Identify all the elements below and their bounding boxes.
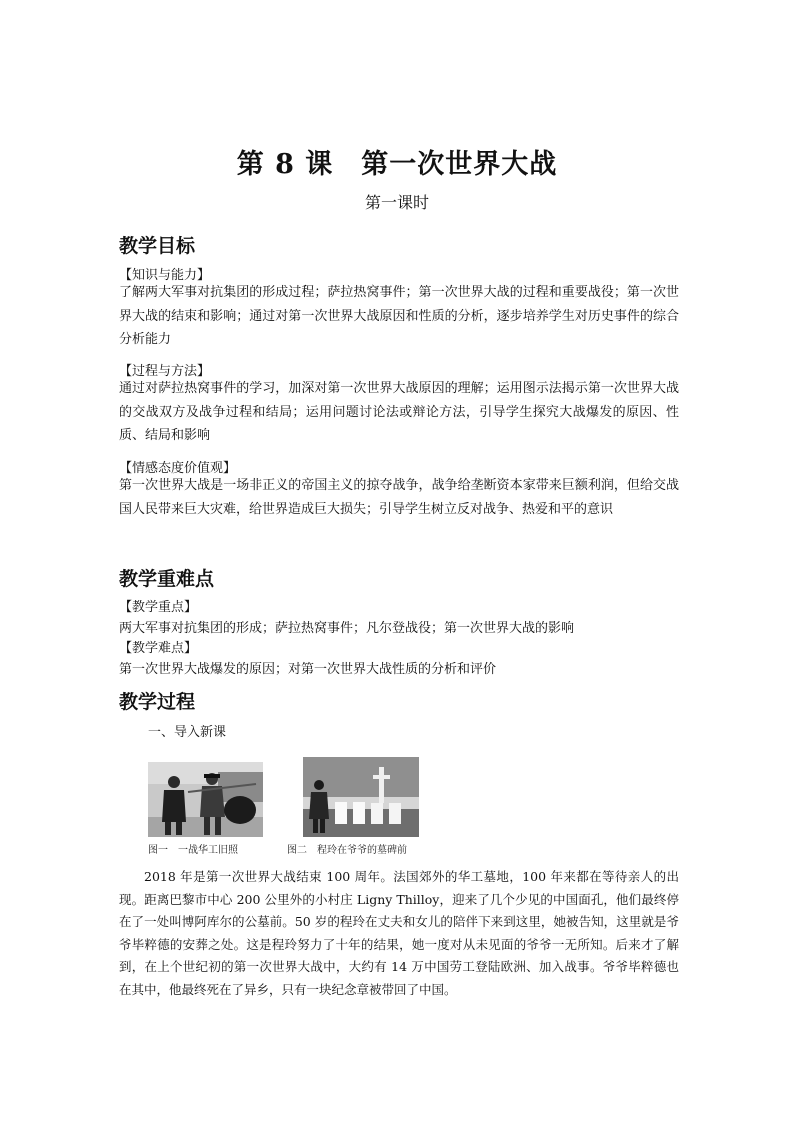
tombstone-photo-drawing bbox=[303, 757, 419, 837]
lesson-subtitle: 第一课时 bbox=[364, 193, 429, 212]
focus-text: 两大军事对抗集团的形成；萨拉热窝事件；凡尔登战役；第一次世界大战的影响 bbox=[119, 621, 575, 636]
emotion-text: 第一次世界大战是一场非正义的帝国主义的掠夺战争，战争给垄断资本家带来巨额利润，但给交战国人民带来巨大灾难，给世界造成巨大损失；引导学生树立反对战争、热爱和平的意识 bbox=[119, 478, 679, 517]
process-method-text: 通过对萨拉热窝事件的学习，加深对第一次世界大战原因的理解；运用图示法揭示第一次世界大战的交战双方及战争过程和结局；运用问题讨论法或辩论方法，引导学生探究大战爆发的原因、性质、结局和影响 bbox=[119, 381, 679, 443]
intro-story-text: 2018 年是第一次世界大战结束 100 周年。法国郊外的华工墓地，100 年来都在等待亲人的出现。距离巴黎市中心 200 公里外的小村庄 Ligny Thilloy，迎来了几个少见的中国面孔，他们最终停在了一处叫博阿库尔的公墓前。50 岁的程玲在丈夫和女儿的陪伴下来到这里，她被告知，这里就是爷爷毕粹德的安葬之处。这是程玲努力了十年的结果，她一度对从未见面的爷爷一无所知。后来才了解到，在上个世纪初的第一次世界大战中，大约有 14 万中国劳工登陆欧洲、加入战事。爷爷毕粹德也在其中，他最终死在了异乡，只有一块纪念章被带回了中国。 bbox=[119, 869, 679, 997]
knowledge-label: 【知识与能力】 bbox=[119, 268, 211, 283]
chinese-laborers-photo-drawing bbox=[148, 762, 263, 837]
difficulty-text: 第一次世界大战爆发的原因；对第一次世界大战性质的分析和评价 bbox=[119, 662, 497, 677]
figure-1-caption: 图一 一战华工旧照 bbox=[148, 845, 238, 856]
lesson-title: 第 8 课 第一次世界大战 bbox=[236, 149, 558, 180]
chinese-laborers-photo bbox=[148, 762, 263, 837]
difficulty-label: 【教学难点】 bbox=[119, 641, 198, 656]
process-method-label: 【过程与方法】 bbox=[119, 364, 211, 379]
figure-2-caption: 图二 程玲在爷爷的墓碑前 bbox=[287, 845, 407, 856]
emotion-label: 【情感态度价值观】 bbox=[119, 461, 237, 476]
process-heading: 教学过程 bbox=[119, 691, 196, 713]
tombstone-photo bbox=[303, 757, 419, 837]
objectives-heading: 教学目标 bbox=[119, 235, 196, 257]
focus-label: 【教学重点】 bbox=[119, 600, 198, 615]
knowledge-text: 了解两大军事对抗集团的形成过程；萨拉热窝事件；第一次世界大战的过程和重要战役；第一次世界大战的结束和影响；通过对第一次世界大战原因和性质的分析，逐步培养学生对历史事件的综合分析能力 bbox=[119, 285, 679, 347]
key-points-heading: 教学重难点 bbox=[119, 568, 215, 590]
step-intro: 一、导入新课 bbox=[148, 725, 227, 740]
